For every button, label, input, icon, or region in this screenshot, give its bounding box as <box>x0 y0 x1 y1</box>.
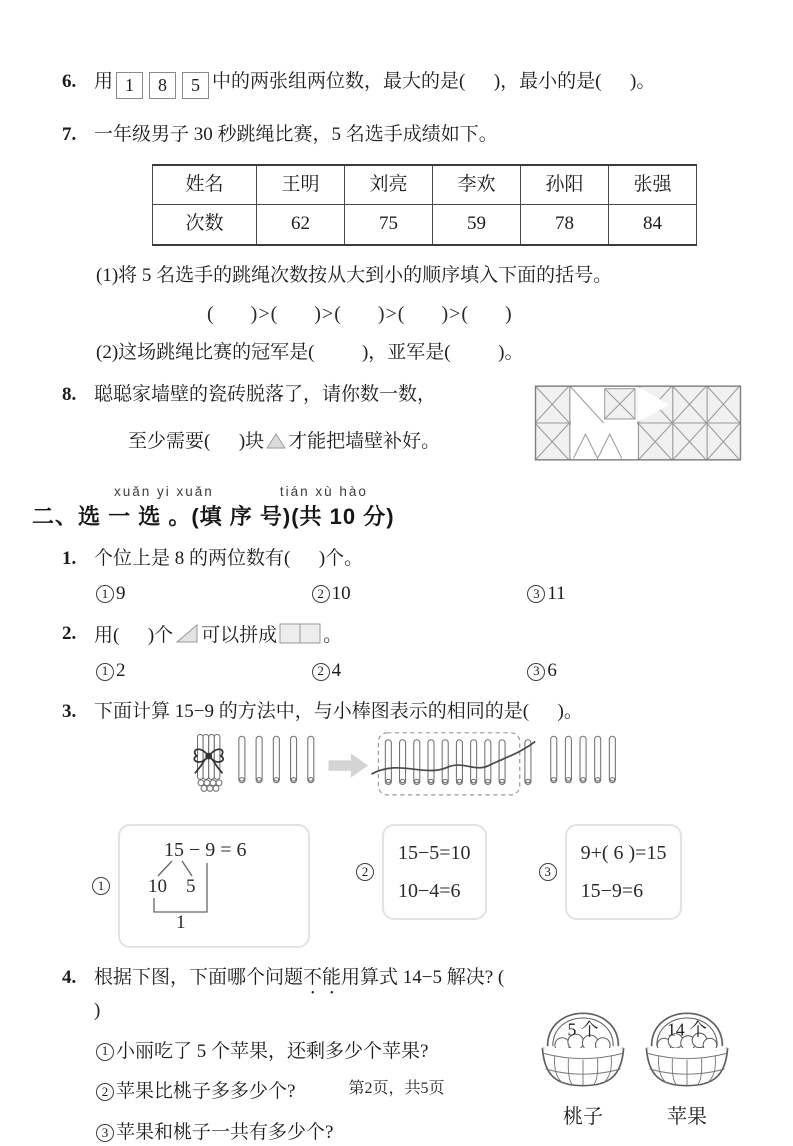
wall-tiles-image <box>535 383 743 469</box>
right-triangle-icon <box>175 622 199 644</box>
s2-question-3 <box>62 700 743 725</box>
s2-question-2-text <box>94 622 743 649</box>
score-table <box>152 164 697 246</box>
section-pinyin <box>62 483 743 501</box>
question-8-line2 <box>94 430 525 455</box>
s2-question-4-number: 4. <box>62 966 77 988</box>
question-7-sub1: (1)将 5 名选手的跳绳次数按从大到小的顺序填入下面的括号。 <box>96 264 613 286</box>
q4-option-3 <box>96 1121 531 1146</box>
decomp-bottom: 1 <box>176 912 186 934</box>
table-header-name: 姓名 <box>153 165 257 205</box>
question-8-number: 8. <box>62 384 77 406</box>
circled-number-icon: 1 <box>92 877 110 895</box>
basket-label: 桃子 <box>563 1105 603 1128</box>
table-cell-count: 62 <box>257 205 345 245</box>
method-box-2 <box>382 824 487 920</box>
pinyin-xuan-yi-xuan: xuǎn yi xuǎn <box>114 483 214 499</box>
circled-number-icon: 2 <box>356 863 374 881</box>
digit-card-8: 8 <box>149 72 176 99</box>
table-header-count: 次数 <box>153 205 257 245</box>
double-square-icon <box>279 623 321 644</box>
digit-card-1: 1 <box>116 72 143 99</box>
option-3-value: 11 <box>547 582 566 604</box>
circled-number-icon: 3 <box>527 585 545 603</box>
table-row-names <box>153 165 697 205</box>
s2-question-2-options <box>96 659 743 684</box>
table-row-counts <box>153 205 697 245</box>
question-8-line1: 聪聪家墙壁的瓷砖脱落了，请你数一数， <box>94 384 437 406</box>
basket-label: 苹果 <box>667 1105 707 1128</box>
circled-number-icon: 1 <box>96 585 114 603</box>
question-8-lines <box>94 383 525 454</box>
question-6-text <box>94 70 743 99</box>
strike-line <box>372 741 536 774</box>
decomp-expression: 15 − 9 = 6 <box>164 839 247 862</box>
option-1 <box>96 582 312 607</box>
s2-question-2-pre: 用( )个 <box>94 625 174 647</box>
question-7-text: 一年级男子 30 秒跳绳比赛，5 名选手成绩如下。 <box>94 124 498 146</box>
peach-basket <box>531 994 635 1146</box>
question-8 <box>62 383 743 469</box>
q4-option-1-text: 小丽吃了 5 个苹果，还剩多少个苹果? <box>116 1040 429 1062</box>
option-1 <box>96 659 312 684</box>
option-3 <box>527 659 743 684</box>
table-cell-name: 张强 <box>609 165 697 205</box>
s2-question-4-emphasis: 不能 <box>303 966 342 988</box>
table-cell-count: 75 <box>345 205 433 245</box>
question-6-post: 中的两张组两位数，最大的是( )，最小的是( )。 <box>212 71 656 92</box>
arrow-right-icon <box>328 753 368 777</box>
option-1-value: 9 <box>116 582 126 604</box>
method-box-1 <box>118 824 310 948</box>
s2-question-3-options <box>92 824 743 948</box>
s2-question-4-post: 用算式 14−5 解决? ( ) <box>94 966 533 1021</box>
circled-number-icon: 2 <box>312 585 330 603</box>
table-cell-name: 李欢 <box>433 165 521 205</box>
circled-number-icon: 1 <box>96 1043 114 1061</box>
s2-question-1-number: 1. <box>62 548 77 570</box>
decomp-right: 5 <box>186 876 196 898</box>
question-7-sub2: (2)这场跳绳比赛的冠军是( )，亚军是( )。 <box>96 341 524 363</box>
table-cell-name: 刘亮 <box>345 165 433 205</box>
decomp-left: 10 <box>148 876 167 898</box>
s2-question-2-mid: 可以拼成 <box>201 625 278 647</box>
sticks-diagram <box>182 731 743 815</box>
digit-card-5: 5 <box>182 72 209 99</box>
method-option-3 <box>539 824 683 920</box>
equation-line: 15−5=10 <box>398 842 471 865</box>
basket-count: 5 个 <box>567 1019 599 1040</box>
s2-question-3-text: 下面计算 15−9 的方法中，与小棒图表示的相同的是( )。 <box>94 700 583 722</box>
s2-question-4-text <box>94 966 531 1024</box>
crossed-sticks <box>385 739 531 784</box>
triangle-tile-icon <box>266 432 286 450</box>
question-6 <box>62 70 743 99</box>
option-1-value: 2 <box>116 660 126 682</box>
equation-line: 10−4=6 <box>398 880 461 903</box>
question-7-sequence-blanks: ( )>( )>( )>( )>( ) <box>207 302 513 325</box>
section-2-heading: 二、选 一 选 。(填 序 号)(共 10 分) <box>32 503 395 529</box>
s2-question-2 <box>62 622 743 649</box>
s2-question-1 <box>62 547 743 572</box>
decomposition-diagram <box>134 834 294 934</box>
baskets-image <box>531 966 743 1146</box>
question-8-text <box>62 383 535 469</box>
s2-question-1-text: 个位上是 8 的两位数有( )个。 <box>94 548 364 570</box>
s2-question-4-left <box>62 966 531 1146</box>
circled-number-icon: 3 <box>96 1124 114 1142</box>
equation-line: 15−9=6 <box>580 880 644 903</box>
table-cell-count: 59 <box>433 205 521 245</box>
option-2-value: 10 <box>331 582 351 604</box>
s2-question-2-post: 。 <box>323 625 343 647</box>
q4-option-1 <box>96 1040 531 1065</box>
single-sticks-right <box>551 736 616 783</box>
question-7-number: 7. <box>62 124 77 146</box>
q4-option-3-text: 苹果和桃子一共有多少个? <box>116 1121 334 1143</box>
s2-question-1-options <box>96 582 743 607</box>
table-cell-count: 78 <box>521 205 609 245</box>
s2-question-2-number: 2. <box>62 623 77 645</box>
method-option-1 <box>92 824 310 948</box>
option-2-value: 4 <box>331 660 342 682</box>
method-box-3 <box>565 824 683 920</box>
circled-number-icon: 2 <box>96 1083 114 1101</box>
s2-question-4-stem <box>62 966 531 1024</box>
option-2 <box>312 659 528 684</box>
basket-count: 14 个 <box>667 1019 707 1040</box>
single-sticks-left <box>239 736 314 783</box>
question-6-pre: 用 <box>94 71 114 92</box>
q4-option-2-text: 苹果比桃子多多少个? <box>116 1081 296 1103</box>
question-6-number: 6. <box>62 71 77 92</box>
circled-number-icon: 1 <box>96 663 114 681</box>
pinyin-tian-xu-hao: tián xù hào <box>279 483 368 499</box>
question-8-line2a: 至少需要( )块 <box>128 430 265 452</box>
s2-question-4 <box>62 966 743 1146</box>
s2-question-4-pre: 根据下图，下面哪个问题 <box>94 966 304 988</box>
option-3 <box>527 582 743 607</box>
circled-number-icon: 3 <box>527 663 545 681</box>
s2-question-3-number: 3. <box>62 700 77 722</box>
table-cell-name: 孙阳 <box>521 165 609 205</box>
page-footer: 第2页，共5页 <box>348 1080 445 1098</box>
method-option-2 <box>356 824 487 920</box>
question-8-line2b: 才能把墙壁补好。 <box>288 430 441 452</box>
question-7 <box>62 123 743 148</box>
apple-basket <box>635 994 739 1146</box>
table-cell-count: 84 <box>609 205 697 245</box>
circled-number-icon: 3 <box>539 863 557 881</box>
equation-line: 9+( 6 )=15 <box>580 842 667 865</box>
option-2 <box>312 582 528 607</box>
table-cell-name: 王明 <box>257 165 345 205</box>
option-3-value: 6 <box>547 660 557 682</box>
circled-number-icon: 2 <box>312 663 330 681</box>
